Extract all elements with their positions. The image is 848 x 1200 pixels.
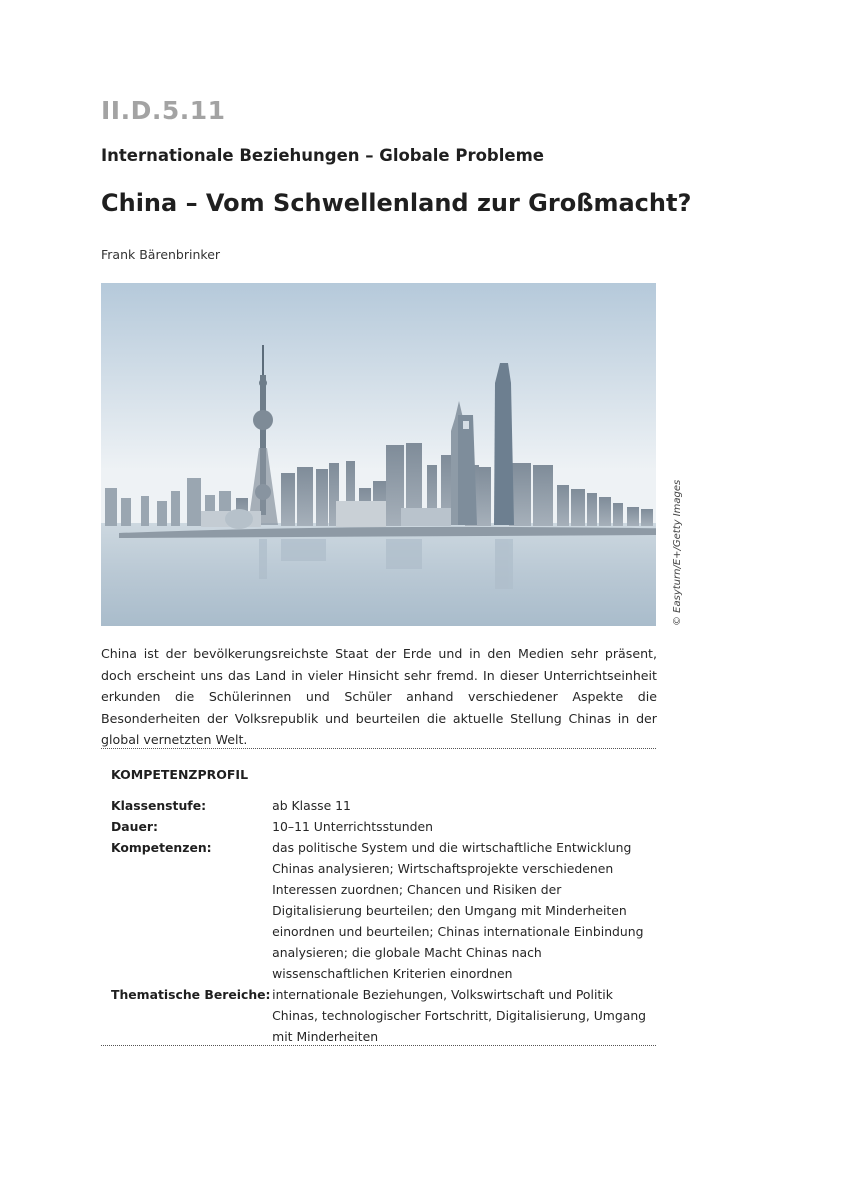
profile-label: Kompetenzen: [111, 840, 212, 855]
profile-heading: KOMPETENZPROFIL [111, 767, 249, 782]
profile-value: ab Klasse 11 [272, 798, 351, 813]
profile-table [111, 795, 651, 1047]
profile-row [111, 795, 651, 816]
profile-label: Thematische Bereiche: [111, 987, 271, 1002]
intro-paragraph: China ist der bevölkerungsreichste Staat der Erde und in den Medien sehr präsent, doch erscheint uns das Land in vieler Hinsicht sehr fremd. In dieser Unterrichtseinheit erkunden die Schülerinnen und Schüler anhand verschiedener Aspekte die Besonderheiten der Volksrepublik und beurteilen die aktuelle Stellung Chinas in der global vernetzten Welt. [101, 646, 657, 747]
profile-row [111, 837, 651, 984]
document-code: II.D.5.11 [101, 96, 226, 125]
divider-top [101, 748, 656, 749]
divider-bottom [101, 1045, 656, 1046]
profile-row [111, 816, 651, 837]
author-name: Frank Bärenbrinker [101, 247, 221, 262]
profile-value: internationale Beziehungen, Volkswirtschaft und Politik Chinas, technologischer Fortschritt, Digitalisierung, Umgang mit Minderheiten [272, 987, 647, 1044]
skyline-photo [101, 283, 656, 626]
profile-label: Dauer: [111, 819, 158, 834]
profile-value: 10–11 Unterrichtsstunden [272, 819, 433, 834]
section-heading: Internationale Beziehungen – Globale Probleme [101, 146, 544, 165]
profile-row [111, 984, 651, 1047]
page-title: China – Vom Schwellenland zur Großmacht? [101, 189, 692, 217]
profile-value: das politische System und die wirtschaftliche Entwicklung Chinas analysieren; Wirtschaftsprojekte verschiedenen Interessen zuordnen; Chancen und Risiken der Digitalisierung beurteilen; den Umgang mit Minderheiten einordnen und beurteilen; Chinas internationale Einbindung analysieren; die globale Macht Chinas nach wissenschaftlichen Kriterien einordnen [272, 840, 644, 981]
profile-label: Klassenstufe: [111, 798, 207, 813]
image-credit: © Easyturn/E+/Getty Images [672, 479, 683, 626]
